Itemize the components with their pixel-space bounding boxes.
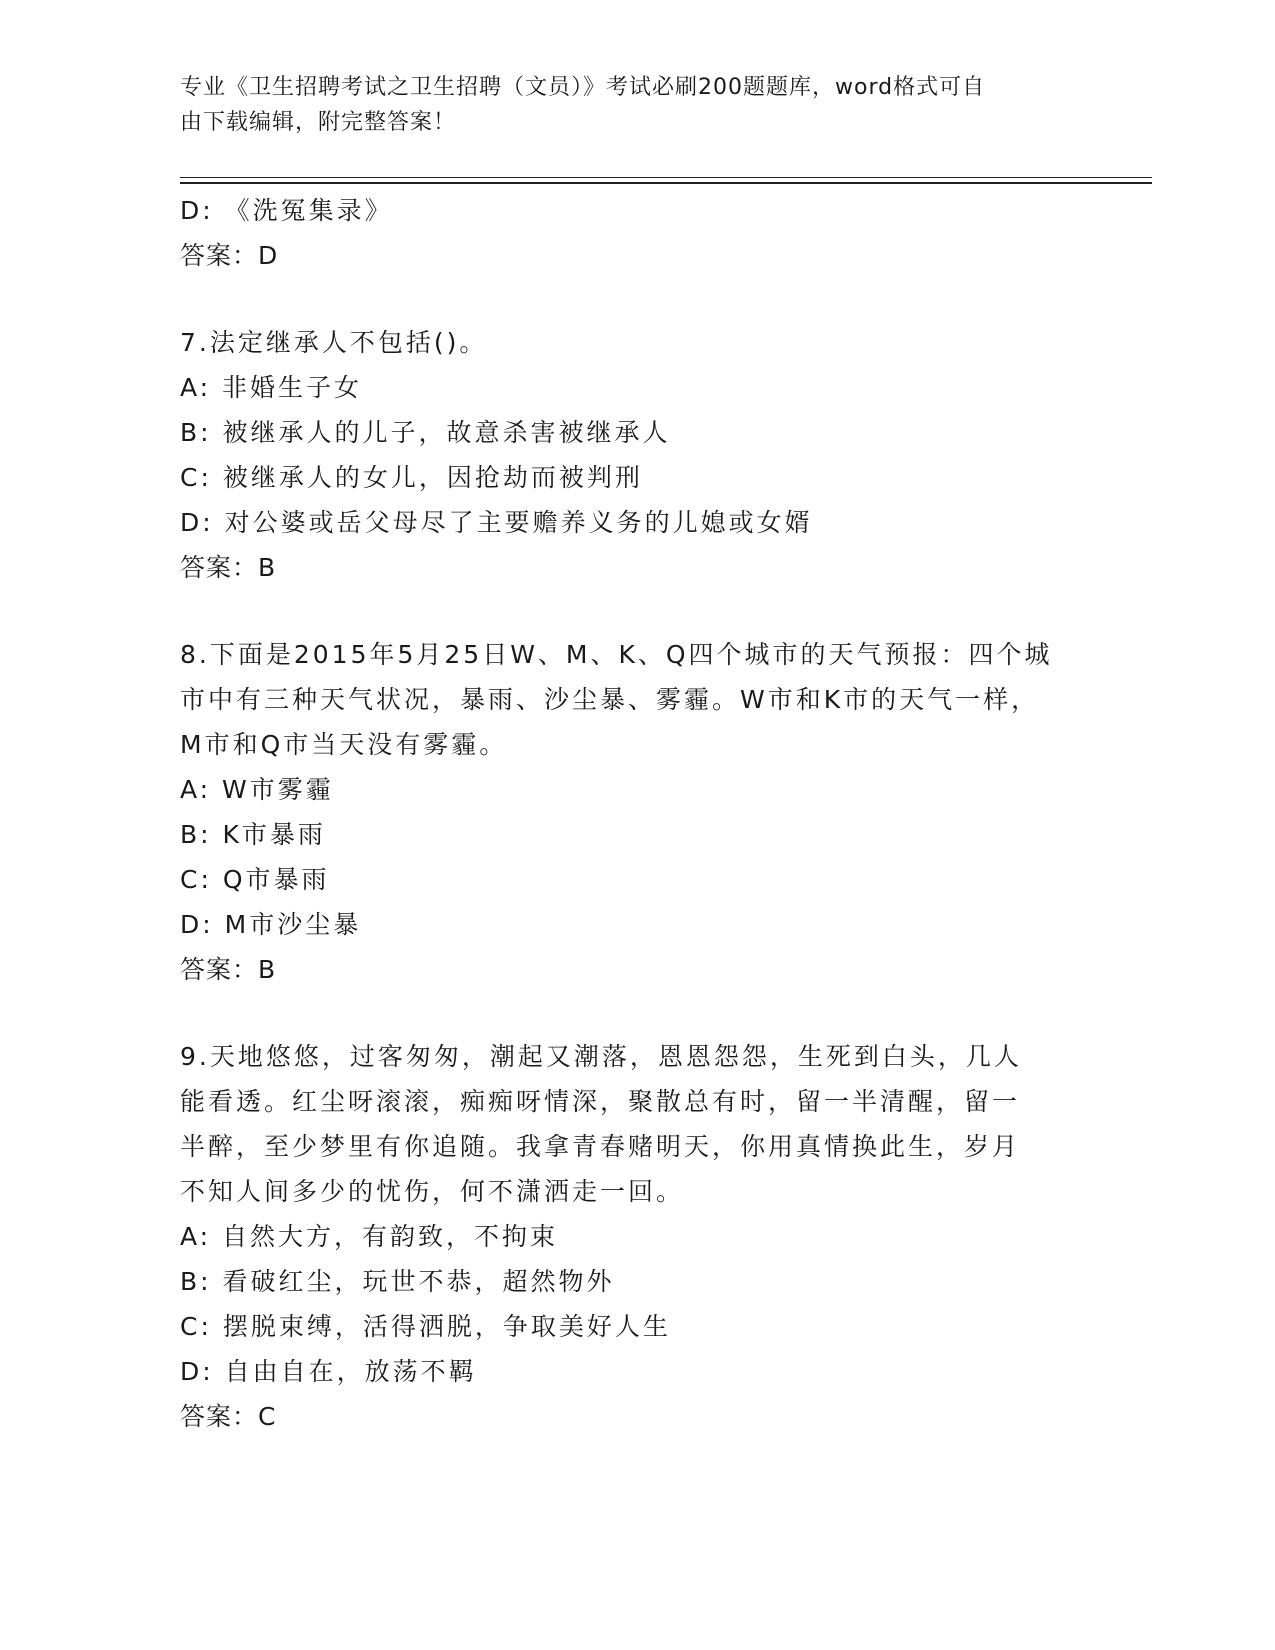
option-b: B: K市暴雨 xyxy=(180,820,326,849)
document-header xyxy=(180,70,1040,140)
header-line-1: 专业《卫生招聘考试之卫生招聘（文员）》考试必刷200题题库，word格式可自 xyxy=(180,75,986,100)
option-a: A: W市雾霾 xyxy=(180,775,334,804)
spacer xyxy=(180,590,1080,632)
question-7 xyxy=(180,320,1080,590)
option-c: C: 被继承人的女儿，因抢劫而被判刑 xyxy=(180,463,643,492)
question-8 xyxy=(180,632,1080,992)
header-divider-thin xyxy=(180,177,1152,178)
question-9 xyxy=(180,1034,1080,1439)
question-stem-line: M市和Q市当天没有雾霾。 xyxy=(180,730,508,759)
option-c: C: 摆脱束缚，活得洒脱，争取美好人生 xyxy=(180,1312,671,1341)
spacer xyxy=(180,992,1080,1034)
option-d: D: 自由自在，放荡不羁 xyxy=(180,1357,477,1386)
question-content xyxy=(180,188,1080,1439)
spacer xyxy=(180,278,1080,320)
answer-line: 答案：B xyxy=(180,553,277,582)
option-c: C: Q市暴雨 xyxy=(180,865,330,894)
option-d: D: 《洗冤集录》 xyxy=(180,196,393,225)
question-6-tail xyxy=(180,188,1080,278)
header-divider-thick xyxy=(180,182,1152,184)
option-d: D: 对公婆或岳父母尽了主要赡养义务的儿媳或女婿 xyxy=(180,508,813,537)
option-d: D: M市沙尘暴 xyxy=(180,910,362,939)
question-stem-line: 市中有三种天气状况，暴雨、沙尘暴、雾霾。W市和K市的天气一样， xyxy=(180,685,1040,714)
option-b: B: 看破红尘，玩世不恭，超然物外 xyxy=(180,1267,615,1296)
header-line-2: 由下载编辑，附完整答案！ xyxy=(180,110,457,135)
option-a: A: 非婚生子女 xyxy=(180,373,363,402)
option-b: B: 被继承人的儿子，故意杀害被继承人 xyxy=(180,418,671,447)
answer-line: 答案：C xyxy=(180,1402,277,1431)
question-stem-line: 半醉，至少梦里有你追随。我拿青春赌明天，你用真情换此生，岁月 xyxy=(180,1132,1021,1161)
answer-line: 答案：B xyxy=(180,955,277,984)
question-stem-line: 不知人间多少的忧伤，何不潇洒走一回。 xyxy=(180,1177,685,1206)
option-a: A: 自然大方，有韵致，不拘束 xyxy=(180,1222,559,1251)
question-stem: 7.法定继承人不包括()。 xyxy=(180,328,488,357)
answer-line: 答案：D xyxy=(180,241,279,270)
question-stem-line: 9.天地悠悠，过客匆匆，潮起又潮落，恩恩怨怨，生死到白头，几人 xyxy=(180,1042,1022,1071)
question-stem-line: 8.下面是2015年5月25日W、M、K、Q四个城市的天气预报：四个城 xyxy=(180,640,1053,669)
question-stem-line: 能看透。红尘呀滚滚，痴痴呀情深，聚散总有时，留一半清醒，留一 xyxy=(180,1087,1021,1116)
